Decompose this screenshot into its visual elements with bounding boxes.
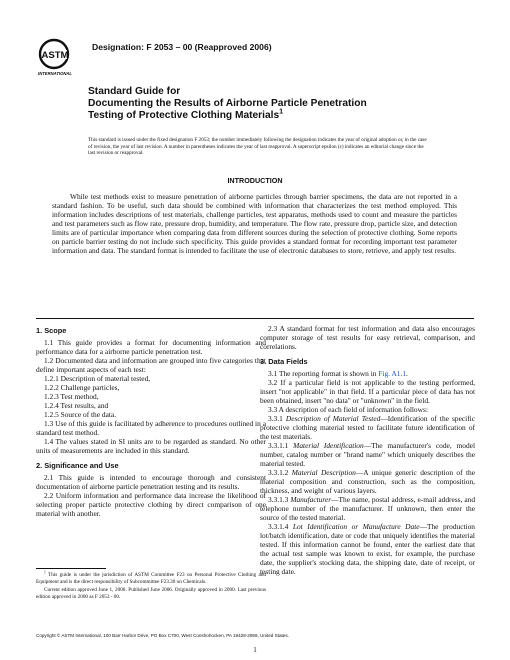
- list-item: 1.2.5 Source of the data.: [44, 410, 117, 419]
- para-3-3-1-2: 3.3.1.2 Material Description—A unique generic description of the material composition and construction, such as the composition, thickness, and weight of various layers.: [260, 468, 476, 495]
- para-1-4: 1.4 The values stated in SI units are to be regarded as standard. No other units of measurements are included in this standard.: [36, 437, 266, 455]
- list-item: 1.2.1 Description of material tested,: [44, 374, 151, 383]
- divider: [36, 318, 474, 319]
- data-fields-heading: 3. Data Fields: [260, 357, 308, 366]
- scope-heading: 1. Scope: [36, 326, 67, 335]
- introduction-text: While test methods exist to measure penetration of airborne particles through barrier specimens, the data are not reported in a standard fashion. To be useful, such data should be combined with information that characterizes the test method employed. This information includes descriptions of test materials, challenge particles, test apparatus, methods used to count and measure the particles and test parameters such as flow rate, pressure drop, humidity, and temperature. The flow rate, pressure drop, particle size, and detection limits are of particular importance when comparing data from different sources during the selection of protective clothing. Some reports on particle barrier testing do not include such specificity. This guide provides a standard format for recording important test parameter information and data. The standard format is intended to facilitate the use of electronic databases to store, retrieve, and apply test results.: [52, 192, 457, 255]
- para-1-2: 1.2 Documented data and information are grouped into five categories that define important aspects of each test:: [36, 356, 266, 374]
- copyright: Copyright © ASTM International, 100 Barr Harbor Drive, PO Box C700, West Conshohocken, PA 19428-2959, United States.: [36, 633, 289, 638]
- footnote-marker: 1: [44, 570, 46, 575]
- list-item: 1.2.3 Test method,: [44, 392, 99, 401]
- designation: Designation: F 2053 – 00 (Reapproved 2006): [92, 42, 272, 52]
- title-footnote-marker: 1: [279, 108, 284, 117]
- title-line-1: Standard Guide for: [88, 86, 181, 97]
- para-1-3: 1.3 Use of this guide is facilitated by adherence to procedures outlined in a standard test method.: [36, 419, 266, 437]
- title-line-3: Testing of Protective Clothing Materials: [88, 110, 280, 122]
- list-item: 1.2.4 Test results, and: [44, 401, 109, 410]
- para-3-2: 3.2 If a particular field is not applicable to the testing performed, insert "not applicable" in that field. If a particular piece of data has not been obtained, insert "no data" or "unknown" in the field.: [260, 378, 475, 405]
- title-line-2: Documenting the Results of Airborne Particle Penetration: [88, 98, 367, 110]
- para-2-2: 2.2 Uniform information and performance data increase the likelihood of selecting proper particle protective clothing by direct comparison of one material with another.: [36, 491, 266, 518]
- footnote-1: This guide is under the jurisdiction of ASTM Committee F23 on Personal Protective Clothing and Equipment and is the direct responsibility of Subcommittee F23.30 on Chemicals.: [36, 572, 267, 585]
- para-3-1: 3.1 The reporting format is shown in: [268, 369, 379, 378]
- issuance-note: This standard is issued under the fixed designation F 2053; the number immediately following the designation indicates the year of original adoption or, in the case of revision, the year of last revision. A number in parentheses indicates the year of last reapproval. A superscript epsilon (ε) indicates an editorial change since the last revision or reapproval.: [88, 137, 427, 157]
- page-number: 1: [253, 646, 257, 654]
- logo-letters: ASTM: [41, 50, 69, 61]
- left-column: [36, 324, 266, 518]
- para-3-3: 3.3 A description of each field of information follows:: [268, 405, 428, 414]
- footnote-rule: [36, 568, 106, 569]
- logo-caption: INTERNATIONAL: [38, 71, 72, 76]
- para-3-3-1-3: 3.3.1.3 Manufacturer—The name, postal address, e-mail address, and telephone number of the manufacturer. If unknown, then enter the source of the tested material.: [260, 495, 476, 522]
- document-title: [88, 86, 428, 123]
- para-3-3-1-4: 3.3.1.4 Lot Identification or Manufacture Date—The production lot/batch identification, date or code that uniquely identifies the material tested. If this information cannot be found, enter the earliest date that the actual test sample was known to exist, for example, the purchase date, the supplier's stocking data, the shipping date, date of receipt, or testing date.: [260, 522, 476, 576]
- list-item: 1.2.2 Challenge particles,: [44, 383, 120, 392]
- footnotes: [36, 572, 266, 600]
- significance-heading: 2. Significance and Use: [36, 461, 119, 470]
- para-3-3-1: 3.3.1 Description of Material Tested—Identification of the specific protective clothing material tested to facilitate future identification of the test materials.: [260, 414, 475, 441]
- para-2-3: 2.3 A standard format for test information and data also encourages computer storage of test results for easy retrieval, comparison, and correlations.: [260, 324, 475, 351]
- astm-logo: [36, 37, 76, 79]
- figure-link[interactable]: Fig. A1.1: [378, 369, 407, 378]
- astm-logo-icon: [36, 37, 76, 79]
- right-column: 2.3 A standard format for test information and data also encourages computer storage of test results for easy retrieval, comparison, and correlations. 3. Data Fields 3.1 The reporting format is shown in Fig. A1.1. 3.2 If a particular field is not applicable to the testing performed, insert "not applicable" in that field. If a particular piece of data has not been obtained, insert "no data" or "unknown" in the field. 3.3 A description of each field of information follows: 3.3.1 Description of Material Tested—Identification of the specific protective clothing material tested to facilitate future identification of the test materials. 3.3.1.1 Material Identification—The manufacturer's code, model number, catalog number or "brand name" which uniquely describes the material tested. 3.3.1.2 Material Description—A unique generic description of the material composition and construction, such as the composition, thickness, and weight of various layers. 3.3.1.3 Manufacturer—The name, postal address, e-mail address, and telephone number of the manufacturer. If unknown, then enter the source of the tested material. 3.3.1.4 Lot Identification or Manufacture Date—The production lot/batch identification, date or code that uniquely identifies the material tested. If this information cannot be found, enter the earliest date that the actual test sample was known to exist, for example, the purchase date, the supplier's stocking data, the shipping date, date of receipt, or testing date.: [260, 324, 476, 576]
- para-2-1: 2.1 This guide is intended to encourage thorough and consistent documentation of airborne particle penetration testing and its results.: [36, 473, 266, 491]
- introduction-heading: INTRODUCTION: [227, 176, 283, 185]
- para-3-3-1-1: 3.3.1.1 Material Identification—The manufacturer's code, model number, catalog number or "brand name" which uniquely describes the material tested.: [260, 441, 475, 468]
- para-1-1: 1.1 This guide provides a format for documenting information and performance data for a airborne particle penetration test.: [36, 338, 266, 356]
- footnote-2: Current edition approved June 1, 2006. Published June 2006. Originally approved in 2000. Last previous edition approved in 2000 as F 2053 - 00.: [36, 587, 266, 600]
